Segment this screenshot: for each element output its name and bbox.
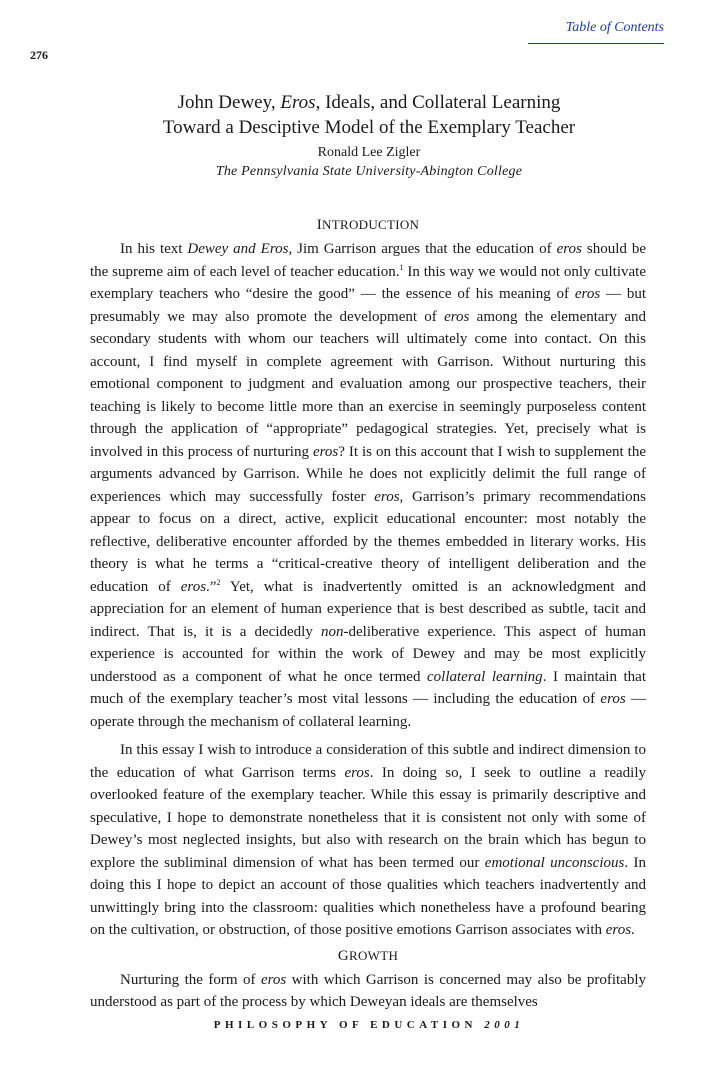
author-name: Ronald Lee Zigler	[317, 145, 421, 160]
section-heading-introduction: INTRODUCTION	[316, 217, 420, 233]
footnote-ref-2: 2	[216, 577, 221, 587]
paragraph-3: Nurturing the form of eros with which Garrison is concerned may also be profitably understood as part of the process by which Deweyan ideals are themselves	[90, 971, 646, 1010]
page-number: 276	[30, 48, 48, 62]
table-of-contents-link[interactable]: Table of Contents	[565, 20, 664, 35]
article-subtitle: Toward a Desciptive Model of the Exemplary Teacher	[162, 117, 576, 138]
running-footer: PHILOSOPHY OF EDUCATION 2001	[213, 1019, 525, 1031]
toc-underline	[528, 43, 664, 44]
footnote-ref-1: 1	[399, 262, 404, 272]
section-heading-growth: GROWTH	[337, 947, 399, 964]
title-block	[0, 90, 728, 182]
paragraph-1: In his text Dewey and Eros, Jim Garrison argues that the education of eros should be the supreme aim of each level of teacher education.$^1$ In this way we would not only cultivate exemplary teachers who “desire the good” — the essence of his meaning of eros — but presumably we may also promote the development of eros among the elementary and secondary students with whom our teachers will ultimately come into contact. On this account, I find myself in complete agreement with Garrison. Without nurturing this emotional component to judgment and evaluation among our prospective teachers, their teaching is likely to become little more than an exercise in seemingly purposeless content through the application of “appropriate” pedagogical strategies. Yet, precisely what is involved in this process of nurturing eros? It is on this account that I wish to supplement the arguments advanced by Garrison. While he does not explicitly delimit the full range of experiences which may successfully foster eros, Garrison’s primary recommendations appear to focus on a direct, active, explicit educational encounter: most notably the reflective, deliberative encounter afforded by the themes embedded in literary works. His theory is what he terms a “critical-creative theory of intelligent deliberation and the education of eros.”$^2$ Yet, what is inadvertently omitted is an acknowledgment and appreciation for an element of human experience that is best described as subtle, tacit and indirect. That is, it is a decidedly non-deliberative experience. This aspect of human experience is accounted for within the work of Dewey and may be most explicitly understood as a component of what he once termed collateral learning. I maintain that much of the exemplary teacher’s most vital lessons — including the education of eros — operate through the mechanism of collateral learning.	[90, 241, 647, 730]
article-title: John Dewey, Eros, Ideals, and Collateral Learning	[177, 92, 561, 113]
paragraph-2: In this essay I wish to introduce a consideration of this subtle and indirect dimension to the education of what Garrison terms eros. In doing so, I seek to outline a readily overlooked feature of the exemplary teacher. While this essay is primarily descriptive and speculative, I hope to demonstrate nonetheless that it is consistent not only with some of Dewey’s most neglected insights, but also with research on the brain which has begun to explore the subliminal dimension of what has been termed our emotional unconscious. In doing this I hope to depict an account of those qualities which teachers inadvertently and unwittingly bring into the classroom: qualities which nonetheless have a profound bearing on the cultivation, or obstruction, of those positive emotions Garrison associates with eros.	[90, 742, 646, 938]
body-text	[90, 217, 646, 1020]
author-affiliation: The Pennsylvania State University-Abington College	[215, 164, 523, 179]
